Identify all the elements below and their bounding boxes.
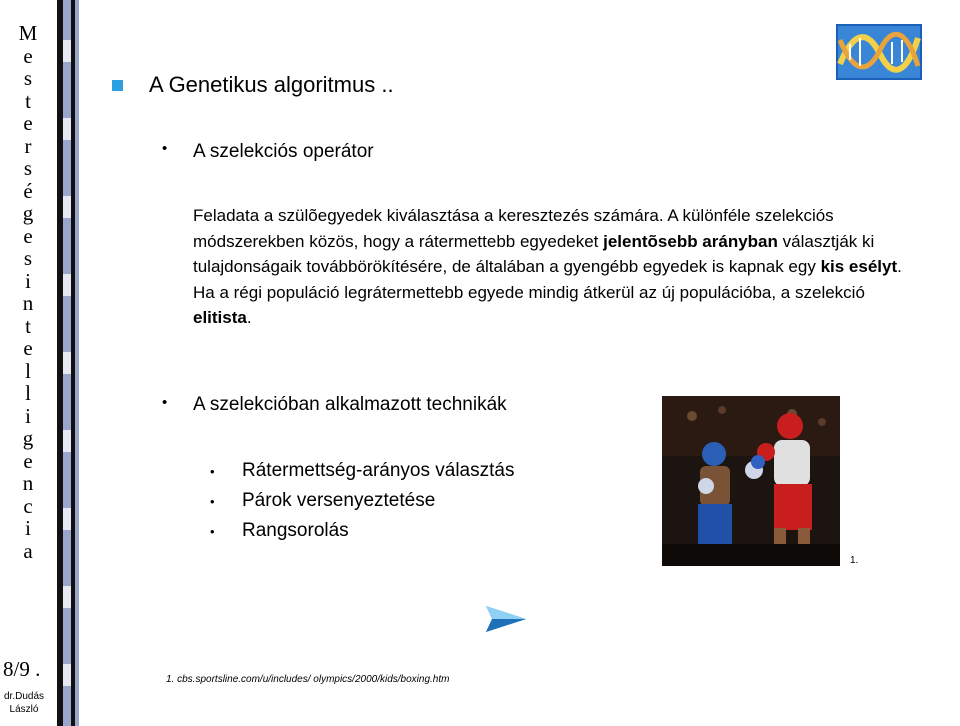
side-title-letter: l: [25, 358, 31, 383]
side-title-letter: i: [25, 403, 31, 428]
bullet-dot-icon: •: [162, 394, 168, 411]
side-title-letter: g: [22, 426, 34, 450]
list-item: [210, 486, 514, 516]
para-text-2: választják ki tulajdonságaik továbbörökítésére, de általában a gyengébb egyedek is kapnak egy: [193, 231, 875, 276]
technique-label: Rátermettség-arányos választás: [242, 460, 515, 481]
bullet-dot-icon: •: [210, 523, 215, 539]
author: [2, 690, 46, 716]
side-title-letter: n: [22, 471, 34, 495]
page-number: 8/9 .: [3, 657, 41, 681]
side-title-letter: e: [23, 43, 33, 68]
side-title-letter: l: [25, 381, 31, 405]
author-line1: dr.Dudás: [3, 691, 45, 702]
slide-title: A Genetikus algoritmus ..: [149, 72, 394, 97]
side-title-letter: s: [23, 66, 33, 90]
technique-list: [210, 456, 514, 546]
side-title-letter: e: [23, 336, 33, 360]
para-text-4: .: [246, 308, 252, 327]
para-bold-2: kis esélyt: [820, 257, 898, 276]
list-item: [210, 516, 514, 546]
side-title-letter: M: [18, 21, 38, 45]
bullet-dot-icon: •: [210, 493, 215, 509]
source-footnote: 1. cbs.sportsline.com/u/includes/ olympics/2000/kids/boxing.htm: [166, 674, 450, 685]
side-title: [14, 22, 42, 562]
side-title-letter: a: [23, 538, 33, 563]
side-title-letter: t: [25, 313, 31, 338]
bullet-dot-icon: •: [210, 463, 215, 479]
selection-description: [193, 203, 913, 331]
author-line2: László: [9, 704, 39, 715]
side-title-letter: é: [23, 178, 33, 203]
decorative-stripe: [57, 0, 79, 726]
para-bold-3: elitista: [193, 308, 247, 327]
photo-footnote-mark: 1.: [850, 555, 859, 566]
technique-label: Párok versenyeztetése: [242, 490, 436, 511]
side-title-letter: i: [25, 516, 31, 540]
slide-title-row: [112, 72, 394, 98]
side-title-letter: r: [24, 133, 32, 158]
side-title-letter: e: [23, 111, 33, 135]
para-text-3: . Ha a régi populáció legrátermettebb egyede mindig átkerül az új populációba, a szelekció: [193, 257, 902, 302]
side-title-letter: s: [23, 156, 33, 180]
list-item: [210, 456, 514, 486]
side-title-letter: n: [22, 291, 34, 315]
para-bold-1: jelentõsebb arányban: [603, 231, 778, 251]
dna-logo: [836, 24, 922, 80]
square-bullet-icon: [112, 80, 123, 91]
side-title-letter: t: [25, 88, 31, 113]
side-title-letter: c: [23, 493, 33, 518]
technique-label: Rangsorolás: [242, 520, 349, 541]
side-title-letter: s: [23, 246, 33, 270]
side-title-letter: i: [25, 268, 31, 293]
para-text-1: Feladata a szülõegyedek kiválasztása a keresztezés számára. A különféle szelekciós módszerekben közös, hogy a rátermettebb egyedeket: [193, 206, 834, 251]
side-title-letter: e: [23, 448, 33, 473]
boxing-photo: [662, 396, 840, 566]
next-arrow-icon[interactable]: [482, 604, 528, 634]
side-title-letter: e: [23, 223, 33, 248]
side-title-letter: g: [22, 201, 34, 225]
bullet-dot-icon: •: [162, 140, 168, 157]
section-heading-techniques: A szelekcióban alkalmazott technikák: [193, 394, 507, 415]
section-heading-selection-operator: A szelekciós operátor: [193, 141, 374, 162]
